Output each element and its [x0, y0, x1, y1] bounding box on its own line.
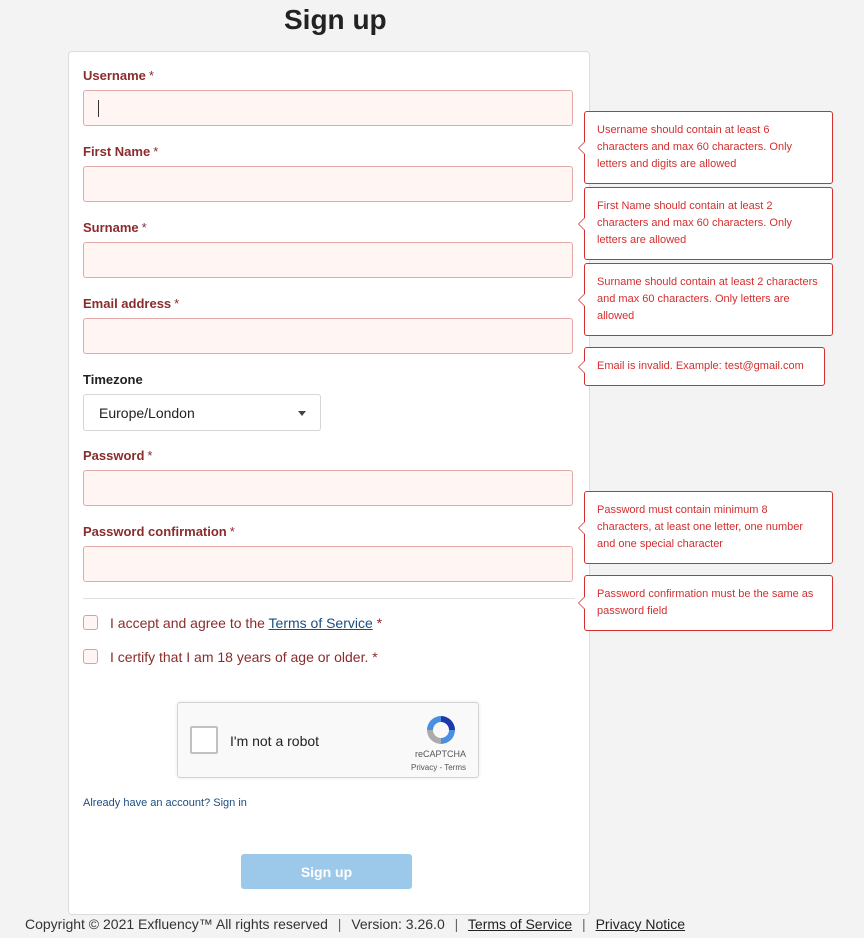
- age-checkbox[interactable]: [83, 649, 98, 664]
- password-error-tooltip: Password must contain minimum 8 characters, at least one letter, one number and one special character: [584, 491, 833, 564]
- text-caret: [98, 100, 99, 117]
- email-input[interactable]: [83, 318, 573, 354]
- page-title: Sign up: [284, 4, 387, 35]
- recaptcha-links[interactable]: Privacy - Terms: [411, 763, 466, 772]
- age-check-label: I certify that I am 18 years of age or older. *: [110, 649, 378, 665]
- footer-terms-link[interactable]: Terms of Service: [467, 916, 573, 932]
- caret-down-icon: [298, 411, 306, 416]
- terms-checkbox[interactable]: [83, 615, 98, 630]
- terms-link[interactable]: Terms of Service: [268, 615, 373, 631]
- password-confirmation-label: Password confirmation *: [83, 524, 235, 539]
- timezone-value: Europe/London: [99, 405, 195, 421]
- email-label: Email address *: [83, 296, 180, 311]
- password-label: Password *: [83, 448, 153, 463]
- recaptcha-logo-icon: [424, 713, 458, 747]
- divider: [83, 598, 575, 599]
- surname-label: Surname *: [83, 220, 147, 235]
- timezone-label: Timezone: [83, 372, 143, 387]
- password-input[interactable]: [83, 470, 573, 506]
- recaptcha-label: I'm not a robot: [230, 733, 320, 749]
- username-label: Username *: [83, 68, 154, 83]
- signup-button[interactable]: Sign up: [241, 854, 412, 889]
- footer-version: Version: 3.26.0: [351, 916, 445, 932]
- signin-link[interactable]: Already have an account? Sign in: [83, 797, 247, 809]
- first-name-error-tooltip: First Name should contain at least 2 characters and max 60 characters. Only letters are allowed: [584, 187, 833, 260]
- first-name-input[interactable]: [83, 166, 573, 202]
- recaptcha-brand: reCAPTCHA: [414, 749, 466, 759]
- footer: Copyright © 2021 Exfluency™ All rights reserved | Version: 3.26.0 | Terms of Service | Privacy Notice: [25, 916, 686, 932]
- username-error-tooltip: Username should contain at least 6 characters and max 60 characters. Only letters and digits are allowed: [584, 111, 833, 184]
- recaptcha-checkbox[interactable]: [190, 726, 218, 754]
- recaptcha-widget: [177, 702, 479, 778]
- surname-error-tooltip: Surname should contain at least 2 characters and max 60 characters. Only letters are allowed: [584, 263, 833, 336]
- timezone-select[interactable]: [83, 394, 321, 431]
- footer-copyright: Copyright © 2021 Exfluency™ All rights reserved: [25, 916, 328, 932]
- surname-input[interactable]: [83, 242, 573, 278]
- password-confirmation-input[interactable]: [83, 546, 573, 582]
- email-error-tooltip: Email is invalid. Example: test@gmail.com: [584, 347, 825, 386]
- password-confirmation-error-tooltip: Password confirmation must be the same as password field: [584, 575, 833, 631]
- first-name-label: First Name *: [83, 144, 159, 159]
- footer-privacy-link[interactable]: Privacy Notice: [595, 916, 686, 932]
- username-input[interactable]: [83, 90, 573, 126]
